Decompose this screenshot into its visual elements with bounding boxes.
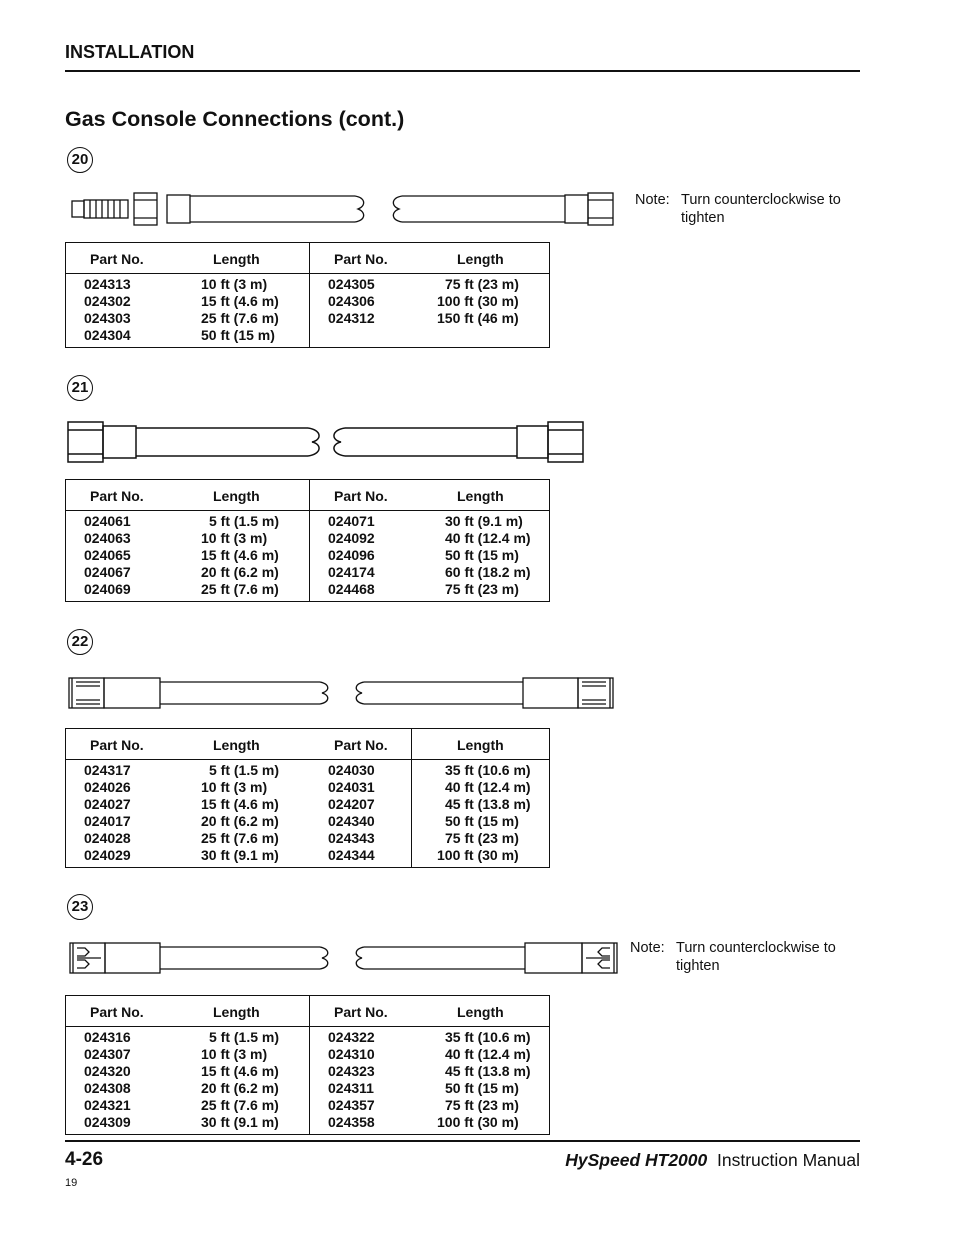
part-number: 024305 (328, 276, 375, 292)
manual-title (565, 1150, 860, 1171)
table-row (66, 564, 549, 581)
col-header-part: Part No. (334, 1004, 388, 1020)
part-number: 024307 (84, 1046, 131, 1062)
note-label: Note: (630, 940, 665, 956)
part-number: 024303 (84, 310, 131, 326)
length: 150 ft (46 m) (437, 310, 519, 326)
col-header-part: Part No. (334, 737, 388, 753)
col-header-length: Length (213, 488, 260, 504)
part-number: 024306 (328, 293, 375, 309)
top-rule (65, 70, 860, 72)
length: 75 ft (23 m) (445, 830, 519, 846)
length: 25 ft (7.6 m) (201, 1097, 279, 1113)
length: 10 ft (3 m) (201, 779, 268, 795)
table-row (66, 847, 549, 864)
parts-table-21 (65, 479, 550, 602)
part-number: 024344 (328, 847, 375, 863)
length: 50 ft (15 m) (445, 547, 519, 563)
section-header: INSTALLATION (65, 42, 195, 62)
table-row (66, 813, 549, 830)
part-number: 024069 (84, 581, 131, 597)
length: 100 ft (30 m) (437, 293, 519, 309)
length: 5 ft (1.5 m) (209, 762, 280, 778)
col-header-part: Part No. (334, 251, 388, 267)
table-row (66, 762, 549, 779)
length: 75 ft (23 m) (445, 1097, 519, 1113)
table-row (66, 327, 549, 344)
length: 40 ft (12.4 m) (445, 1046, 531, 1062)
length: 30 ft (9.1 m) (201, 847, 279, 863)
length: 25 ft (7.6 m) (201, 310, 279, 326)
col-header-length: Length (457, 251, 504, 267)
table-row (66, 530, 549, 547)
length: 50 ft (15 m) (445, 813, 519, 829)
hose-diagram-23 (0, 939, 620, 979)
part-number: 024096 (328, 547, 375, 563)
parts-table-23 (65, 995, 550, 1135)
item-number-badge: 22 (67, 629, 93, 655)
table-row (66, 796, 549, 813)
col-header-part: Part No. (90, 737, 144, 753)
length: 60 ft (18.2 m) (445, 564, 531, 580)
part-number: 024323 (328, 1063, 375, 1079)
col-header-length: Length (457, 737, 504, 753)
table-row (66, 547, 549, 564)
part-number: 024357 (328, 1097, 375, 1113)
page-title: Gas Console Connections (cont.) (65, 107, 405, 131)
table-row (66, 310, 549, 327)
part-number: 024092 (328, 530, 375, 546)
length: 45 ft (13.8 m) (445, 1063, 531, 1079)
length: 50 ft (15 m) (445, 1080, 519, 1096)
col-header-part: Part No. (90, 488, 144, 504)
col-header-length: Length (213, 1004, 260, 1020)
part-number: 024468 (328, 581, 375, 597)
part-number: 024310 (328, 1046, 375, 1062)
part-number: 024309 (84, 1114, 131, 1130)
part-number: 024061 (84, 513, 131, 529)
part-number: 024063 (84, 530, 131, 546)
note-text-line2: tighten (676, 958, 720, 974)
part-number: 024071 (328, 513, 375, 529)
length: 40 ft (12.4 m) (445, 530, 531, 546)
part-number: 024302 (84, 293, 131, 309)
length: 45 ft (13.8 m) (445, 796, 531, 812)
part-number: 024028 (84, 830, 131, 846)
table-body (66, 511, 549, 601)
col-header-length: Length (213, 737, 260, 753)
length: 10 ft (3 m) (201, 1046, 268, 1062)
table-row (66, 1046, 549, 1063)
part-number: 024317 (84, 762, 131, 778)
product-name: HySpeed HT2000 (565, 1150, 708, 1170)
table-row (66, 830, 549, 847)
part-number: 024026 (84, 779, 131, 795)
table-header (66, 729, 549, 760)
part-number: 024316 (84, 1029, 131, 1045)
bottom-rule (65, 1140, 860, 1142)
table-body (66, 1027, 549, 1134)
length: 75 ft (23 m) (445, 276, 519, 292)
col-header-part: Part No. (90, 1004, 144, 1020)
hose-diagram-21 (0, 418, 620, 468)
length: 30 ft (9.1 m) (201, 1114, 279, 1130)
length: 15 ft (4.6 m) (201, 293, 279, 309)
note-text-line1: Turn counterclockwise to (676, 940, 836, 956)
page-number: 4-26 (65, 1149, 104, 1170)
part-number: 024340 (328, 813, 375, 829)
part-number: 024030 (328, 762, 375, 778)
table-row (66, 1097, 549, 1114)
table-header (66, 243, 549, 274)
col-header-length: Length (457, 488, 504, 504)
part-number: 024320 (84, 1063, 131, 1079)
table-row (66, 276, 549, 293)
item-number-badge: 23 (67, 894, 93, 920)
col-header-length: Length (457, 1004, 504, 1020)
part-number: 024308 (84, 1080, 131, 1096)
length: 10 ft (3 m) (201, 530, 268, 546)
note-label: Note: (635, 192, 670, 208)
length: 25 ft (7.6 m) (201, 581, 279, 597)
hose-diagram-22 (0, 674, 620, 714)
note-20 (635, 191, 841, 227)
sheet-number: 19 (65, 1177, 78, 1189)
table-row (66, 513, 549, 530)
length: 5 ft (1.5 m) (209, 1029, 280, 1045)
part-number: 024313 (84, 276, 131, 292)
parts-table-22 (65, 728, 550, 868)
col-header-length: Length (213, 251, 260, 267)
item-number-badge: 20 (67, 147, 93, 173)
part-number: 024065 (84, 547, 131, 563)
length: 100 ft (30 m) (437, 847, 519, 863)
length: 20 ft (6.2 m) (201, 813, 279, 829)
parts-table-20 (65, 242, 550, 348)
length: 75 ft (23 m) (445, 581, 519, 597)
length: 5 ft (1.5 m) (209, 513, 280, 529)
length: 15 ft (4.6 m) (201, 796, 279, 812)
length: 40 ft (12.4 m) (445, 779, 531, 795)
col-header-part: Part No. (334, 488, 388, 504)
table-header (66, 996, 549, 1027)
note-text-line2: tighten (681, 210, 725, 226)
table-header (66, 480, 549, 511)
part-number: 024017 (84, 813, 131, 829)
part-number: 024031 (328, 779, 375, 795)
manual-label: Instruction Manual (717, 1150, 860, 1170)
length: 20 ft (6.2 m) (201, 564, 279, 580)
length: 15 ft (4.6 m) (201, 547, 279, 563)
length: 20 ft (6.2 m) (201, 1080, 279, 1096)
table-body (66, 760, 549, 867)
part-number: 024207 (328, 796, 375, 812)
part-number: 024343 (328, 830, 375, 846)
length: 100 ft (30 m) (437, 1114, 519, 1130)
part-number: 024311 (328, 1080, 374, 1096)
table-row (66, 1029, 549, 1046)
item-number-badge: 21 (67, 375, 93, 401)
part-number: 024358 (328, 1114, 375, 1130)
length: 30 ft (9.1 m) (445, 513, 523, 529)
table-row (66, 1063, 549, 1080)
note-23 (630, 939, 836, 975)
length: 35 ft (10.6 m) (445, 762, 531, 778)
note-text-line1: Turn counterclockwise to (681, 192, 841, 208)
table-row (66, 1114, 549, 1131)
table-row (66, 293, 549, 310)
col-header-part: Part No. (90, 251, 144, 267)
part-number: 024027 (84, 796, 131, 812)
table-body (66, 274, 549, 347)
length: 35 ft (10.6 m) (445, 1029, 531, 1045)
length: 50 ft (15 m) (201, 327, 275, 343)
part-number: 024067 (84, 564, 131, 580)
part-number: 024174 (328, 564, 375, 580)
length: 15 ft (4.6 m) (201, 1063, 279, 1079)
table-row (66, 1080, 549, 1097)
hose-diagram-20 (0, 188, 620, 232)
part-number: 024312 (328, 310, 375, 326)
length: 10 ft (3 m) (201, 276, 268, 292)
length: 25 ft (7.6 m) (201, 830, 279, 846)
table-row (66, 779, 549, 796)
part-number: 024322 (328, 1029, 375, 1045)
part-number: 024029 (84, 847, 131, 863)
part-number: 024321 (84, 1097, 131, 1113)
part-number: 024304 (84, 327, 131, 343)
table-row (66, 581, 549, 598)
